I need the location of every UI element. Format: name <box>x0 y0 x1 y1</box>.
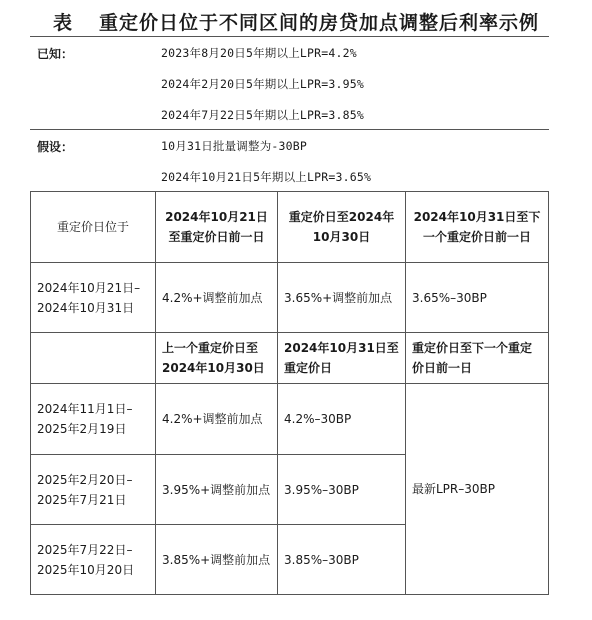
header-cell: 上一个重定价日至2024年10月30日 <box>156 333 278 384</box>
table-header-row-2 <box>31 333 549 384</box>
header-cell: 2024年10月31日至重定价日 <box>278 333 406 384</box>
value-cell: 3.95%–30BP <box>278 455 406 525</box>
assume-line-2: 2024年10月21日5年期以上LPR=3.65% <box>161 170 372 184</box>
title-text: 重定价日位于不同区间的房贷加点调整后利率示例 <box>99 12 540 34</box>
table-row <box>31 263 549 333</box>
known-label: 已知： <box>37 47 74 61</box>
assume-label: 假设： <box>37 140 74 154</box>
title-label: 表 <box>52 12 73 34</box>
period-cell: 2025年7月22日–2025年10月20日 <box>31 525 156 595</box>
section-rule <box>30 129 549 130</box>
period-cell: 2025年2月20日–2025年7月21日 <box>31 455 156 525</box>
period-cell: 2024年11月1日–2025年2月19日 <box>31 384 156 455</box>
value-cell: 4.2%–30BP <box>278 384 406 455</box>
value-cell: 3.65%+调整前加点 <box>278 263 406 333</box>
top-rule <box>30 36 549 37</box>
header-cell: 重定价日位于 <box>31 192 156 263</box>
known-line-2: 2024年2月20日5年期以上LPR=3.95% <box>161 77 364 91</box>
value-cell: 3.95%+调整前加点 <box>156 455 278 525</box>
assume-line-1: 10月31日批量调整为-30BP <box>161 139 308 153</box>
merged-value-cell: 最新LPR–30BP <box>406 384 549 595</box>
value-cell: 4.2%+调整前加点 <box>156 384 278 455</box>
table-row <box>31 384 549 455</box>
value-cell: 3.65%–30BP <box>406 263 549 333</box>
known-line-1: 2023年8月20日5年期以上LPR=4.2% <box>161 46 357 60</box>
header-cell: 重定价日至2024年10月30日 <box>278 192 406 263</box>
rate-table <box>30 191 549 595</box>
header-cell-empty <box>31 333 156 384</box>
known-line-3: 2024年7月22日5年期以上LPR=3.85% <box>161 108 364 122</box>
header-cell: 重定价日至下一个重定价日前一日 <box>406 333 549 384</box>
value-cell: 3.85%–30BP <box>278 525 406 595</box>
table-header-row-1 <box>31 192 549 263</box>
table-title <box>0 8 592 35</box>
header-cell: 2024年10月31日至下一个重定价日前一日 <box>406 192 549 263</box>
value-cell: 4.2%+调整前加点 <box>156 263 278 333</box>
period-cell: 2024年10月21日–2024年10月31日 <box>31 263 156 333</box>
header-cell: 2024年10月21日至重定价日前一日 <box>156 192 278 263</box>
value-cell: 3.85%+调整前加点 <box>156 525 278 595</box>
